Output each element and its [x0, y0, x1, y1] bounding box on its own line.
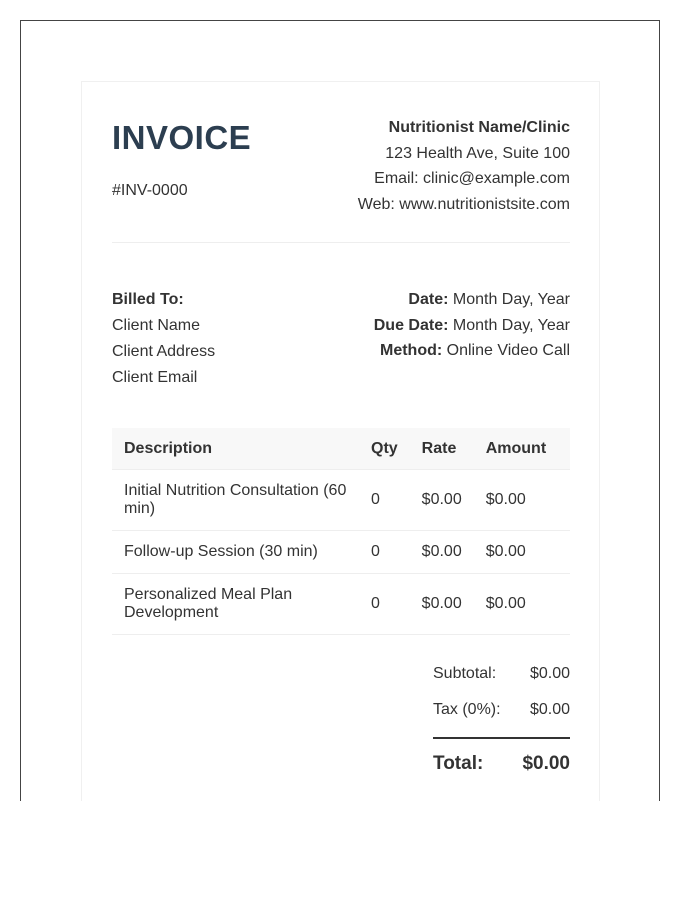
client-address: Client Address	[112, 343, 216, 360]
client-name: Client Name	[112, 317, 201, 334]
client-email: Client Email	[112, 369, 198, 386]
column-header-qty: Qty	[359, 428, 410, 470]
column-header-rate: Rate	[410, 428, 474, 470]
billing-section	[112, 243, 570, 428]
table-row	[112, 531, 570, 574]
due-date-value: Month Day, Year	[452, 316, 570, 334]
item-qty: 0	[359, 531, 410, 574]
item-description: Initial Nutrition Consultation (60 min)	[112, 470, 359, 531]
total-label: Total:	[433, 753, 484, 774]
item-rate: $0.00	[410, 470, 474, 531]
method-label: Method:	[380, 342, 443, 359]
column-header-description: Description	[112, 428, 359, 470]
date-row	[374, 287, 570, 313]
totals-section	[112, 635, 570, 785]
clinic-address: 123 Health Ave, Suite 100	[385, 144, 570, 162]
items-table	[112, 428, 570, 635]
due-date-row	[374, 313, 570, 339]
column-header-amount: Amount	[474, 428, 570, 470]
invoice-title: INVOICE	[112, 119, 252, 156]
billed-to	[112, 287, 215, 391]
method-row	[374, 338, 570, 364]
date-value: Month Day, Year	[452, 291, 570, 308]
clinic-email: Email: clinic@example.com	[374, 170, 570, 187]
due-date-label: Due Date:	[373, 316, 449, 334]
total-divider	[433, 737, 570, 739]
total-value: $0.00	[522, 753, 570, 774]
table-header-row	[112, 428, 570, 470]
invoice-meta	[374, 287, 570, 364]
item-amount: $0.00	[474, 531, 570, 574]
table-row	[112, 574, 570, 635]
item-qty: 0	[359, 574, 410, 635]
billed-to-label: Billed To:	[112, 291, 184, 308]
item-description: Follow-up Session (30 min)	[112, 531, 359, 574]
method-value: Online Video Call	[446, 342, 570, 359]
subtotal-value: $0.00	[529, 665, 570, 682]
item-qty: 0	[359, 470, 410, 531]
invoice-header	[112, 82, 570, 243]
invoice-content	[112, 82, 570, 785]
clinic-web: Web: www.nutritionistsite.com	[357, 195, 570, 213]
item-rate: $0.00	[410, 531, 474, 574]
item-rate: $0.00	[410, 574, 474, 635]
table-row	[112, 470, 570, 531]
tax-value: $0.00	[529, 701, 570, 718]
clinic-name: Nutritionist Name/Clinic	[388, 119, 570, 136]
date-label: Date:	[408, 291, 449, 308]
clinic-info	[358, 115, 570, 217]
invoice-number: #INV-0000	[112, 182, 188, 199]
item-amount: $0.00	[474, 470, 570, 531]
item-description: Personalized Meal Plan Development	[112, 574, 359, 635]
subtotal-label: Subtotal:	[433, 665, 497, 682]
item-amount: $0.00	[474, 574, 570, 635]
invoice-card	[81, 81, 600, 801]
tax-label: Tax (0%):	[433, 701, 501, 718]
